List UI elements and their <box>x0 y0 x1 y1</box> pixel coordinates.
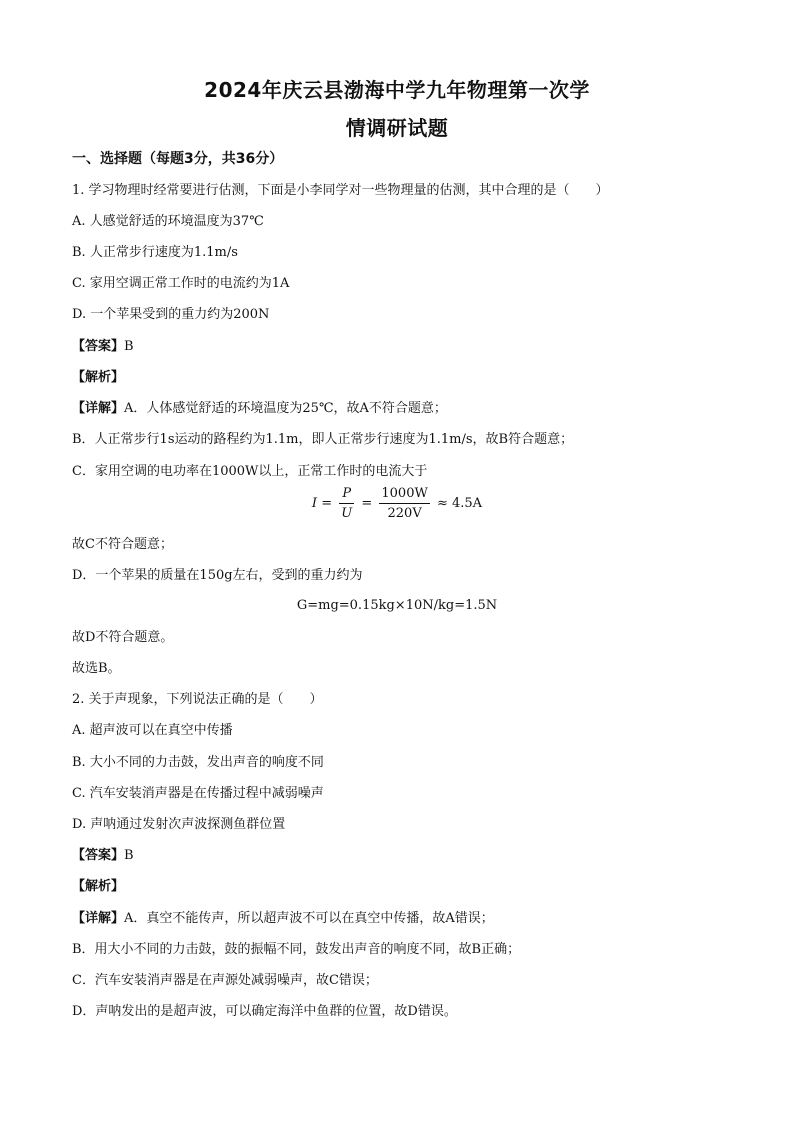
q1-choose: 故选B。 <box>72 661 121 676</box>
formula-symbol-i: I <box>311 496 318 511</box>
q2-analysis-tag: 【解析】 <box>72 879 125 894</box>
formula-numerator-value: 1000W <box>379 486 429 504</box>
formula-equals-2: = <box>361 496 373 511</box>
q2-answer-tag: 【答案】 <box>72 848 125 863</box>
q2-option-b: B. 大小不同的力击鼓，发出声音的响度不同 <box>72 755 324 770</box>
q2-answer-value: B <box>124 848 134 863</box>
q1-option-b: B. 人正常步行速度为1.1m/s <box>72 245 238 260</box>
q1-answer-tag: 【答案】 <box>72 339 125 354</box>
q1-option-d: D. 一个苹果受到的重力约为200N <box>72 307 270 322</box>
q2-detail-a-text: A．真空不能传声，所以超声波不可以在真空中传播，故A错误； <box>124 911 494 926</box>
q2-option-a: A. 超声波可以在真空中传播 <box>72 723 233 738</box>
q2-option-d: D. 声呐通过发射次声波探测鱼群位置 <box>72 817 286 832</box>
q2-detail-a <box>72 910 494 928</box>
q2-detail-c: C．汽车安装消声器是在声源处减弱噪声，故C错误； <box>72 973 378 988</box>
q1-analysis-tag: 【解析】 <box>72 370 125 385</box>
q1-detail-tag: 【详解】 <box>72 401 125 416</box>
q2-detail-tag: 【详解】 <box>72 911 125 926</box>
q1-stem: 1. 学习物理时经常要进行估测，下面是小李同学对一些物理量的估测，其中合理的是（ ） <box>72 183 609 198</box>
formula-result: ≈ 4.5A <box>436 496 483 511</box>
formula-fraction-values <box>379 486 429 521</box>
q1-c-conclusion: 故C不符合题意； <box>72 537 173 552</box>
section-heading: 一、选择题（每题3分，共36分） <box>72 151 284 167</box>
q2-detail-b: B．用大小不同的力击鼓，鼓的振幅不同，鼓发出声音的响度不同，故B正确； <box>72 942 521 957</box>
q1-detail-a <box>72 400 447 418</box>
formula-denominator-value: 220V <box>387 506 422 521</box>
q1-formula-current <box>0 486 794 521</box>
q1-formula-gravity: G=mg=0.15kg×10N/kg=1.5N <box>296 598 498 613</box>
formula-numerator-p: P <box>339 486 354 504</box>
document-title-line2: 情调研试题 <box>345 116 449 140</box>
document-title-line1: 2024年庆云县渤海中学九年物理第一次学 <box>204 78 590 102</box>
q1-answer-value: B <box>124 339 134 354</box>
q1-option-a: A. 人感觉舒适的环境温度为37℃ <box>72 214 264 229</box>
q1-d-conclusion: 故D不符合题意。 <box>72 630 174 645</box>
formula-denominator-u: U <box>341 506 353 521</box>
formula-fraction-p-over-u <box>339 486 354 521</box>
q2-stem: 2. 关于声现象，下列说法正确的是（ ） <box>72 692 323 707</box>
q2-detail-d: D．声呐发出的是超声波，可以确定海洋中鱼群的位置，故D错误。 <box>72 1004 457 1019</box>
q1-detail-a-text: A．人体感觉舒适的环境温度为25℃，故A不符合题意； <box>124 401 447 416</box>
q1-detail-d: D．一个苹果的质量在150g左右，受到的重力约为 <box>72 568 363 583</box>
q1-option-c: C. 家用空调正常工作时的电流约为1A <box>72 276 290 291</box>
q1-answer <box>72 338 134 356</box>
q1-detail-c: C．家用空调的电功率在1000W以上，正常工作时的电流大于 <box>72 464 428 479</box>
q2-answer <box>72 847 134 865</box>
q2-option-c: C. 汽车安装消声器是在传播过程中减弱噪声 <box>72 786 324 801</box>
q1-detail-b: B．人正常步行1s运动的路程约为1.1m，即人正常步行速度为1.1m/s，故B符合题意； <box>72 432 574 447</box>
formula-equals: = <box>321 496 333 511</box>
